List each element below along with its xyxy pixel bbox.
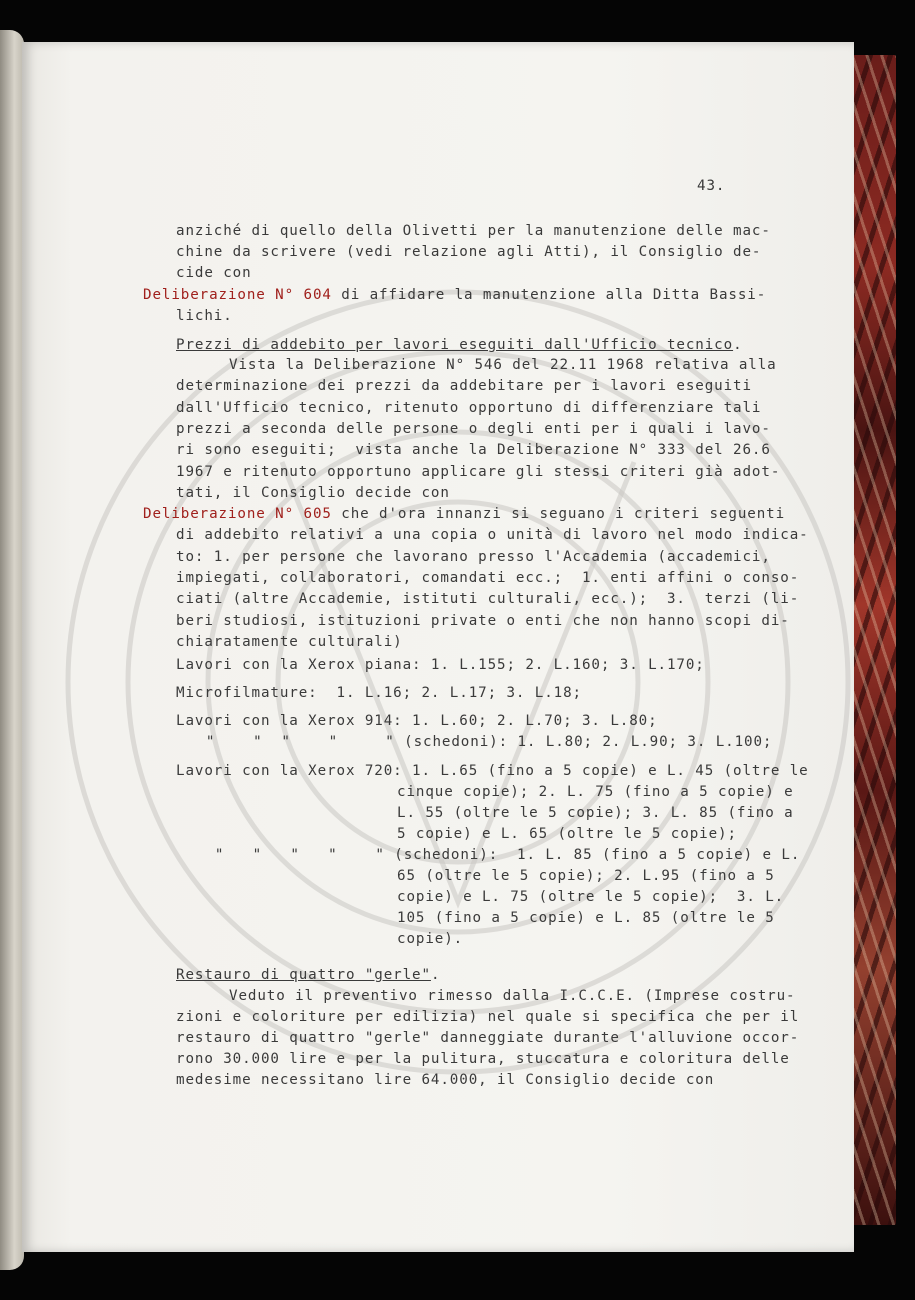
text-line: 1967 e ritenuto opportuno applicare gli stessi criteri già adot- <box>176 464 781 480</box>
text-fragment: che d'ora innanzi si seguano i criteri seguenti <box>331 506 786 522</box>
price-line: copie). <box>397 931 464 947</box>
text-line: tati, il Consiglio decide con <box>176 485 450 501</box>
price-line: Lavori con la Xerox piana: 1. L.155; 2. L.160; 3. L.170; <box>176 657 705 673</box>
text-line: ciati (altre Accademie, istituti culturali, ecc.); 3. terzi (li- <box>176 591 800 607</box>
text-line: lichi. <box>176 308 233 324</box>
text-fragment: . <box>430 967 441 983</box>
price-line: Microfilmature: 1. L.16; 2. L.17; 3. L.18; <box>176 685 582 701</box>
price-line: " " " " " (schedoni): 1. L.80; 2. L.90; 3. L.100; <box>187 734 773 750</box>
deliberation-label: Deliberazione N° 604 <box>143 287 332 303</box>
section-heading <box>176 966 440 984</box>
price-line: 5 copie) e L. 65 (oltre le 5 copie); <box>397 826 737 842</box>
section-heading-text: Restauro di quattro "gerle" <box>176 967 431 983</box>
text-line: impiegati, collaboratori, comandati ecc.; 1. enti affini o conso- <box>176 570 800 586</box>
price-line: 105 (fino a 5 copie) e L. 85 (oltre le 5 <box>397 910 775 926</box>
text-fragment: di affidare la manutenzione alla Ditta Bassi- <box>331 287 767 303</box>
price-line: " " " " " (schedoni): 1. L. 85 (fino a 5 copie) e L. <box>196 847 801 863</box>
text-line <box>143 286 766 304</box>
text-line: chiaratamente culturali) <box>176 634 403 650</box>
deliberation-label: Deliberazione N° 605 <box>143 506 332 522</box>
text-line: chine da scrivere (vedi relazione agli Atti), il Consiglio de- <box>176 244 762 260</box>
price-line: Lavori con la Xerox 914: 1. L.60; 2. L.70; 3. L.80; <box>176 713 658 729</box>
text-line <box>143 505 785 523</box>
text-line: zioni e coloriture per edilizia) nel quale si specifica che per il <box>176 1009 800 1025</box>
price-line: copie) e L. 75 (oltre le 5 copie); 3. L. <box>397 889 785 905</box>
text-fragment: . <box>733 337 743 353</box>
section-heading-text: Prezzi di addebito per lavori eseguiti dall'Ufficio tecnico <box>176 337 734 353</box>
text-line: rono 30.000 lire e per la pulitura, stuccatura e coloritura delle <box>176 1051 790 1067</box>
text-line: anziché di quello della Olivetti per la manutenzione delle mac- <box>176 223 771 239</box>
text-line: ri sono eseguiti; vista anche la Deliberazione N° 333 del 26.6 <box>176 442 771 458</box>
page-number: 43. <box>697 178 726 194</box>
previous-page-edge <box>0 30 24 1270</box>
price-line: Lavori con la Xerox 720: 1. L.65 (fino a 5 copie) e L. 45 (oltre le <box>176 763 809 779</box>
section-heading <box>176 336 743 354</box>
text-line: dall'Ufficio tecnico, ritenuto opportuno di differenziare tali <box>176 400 762 416</box>
text-line: medesime necessitano lire 64.000, il Consiglio decide con <box>176 1072 715 1088</box>
price-line: L. 55 (oltre le 5 copie); 3. L. 85 (fino a <box>397 805 794 821</box>
text-line: to: 1. per persone che lavorano presso l'Accademia (accademici, <box>176 549 771 565</box>
text-line: prezzi a seconda delle persone o degli enti per i quali i lavo- <box>176 421 771 437</box>
text-line: cide con <box>176 265 252 281</box>
text-line: Veduto il preventivo rimesso dalla I.C.C.E. (Imprese costru- <box>229 988 796 1004</box>
marbled-book-edge <box>848 55 896 1225</box>
text-line: determinazione dei prezzi da addebitare per i lavori eseguiti <box>176 378 752 394</box>
text-line: restauro di quattro "gerle" danneggiate durante l'alluvione occor- <box>176 1030 800 1046</box>
price-line: cinque copie); 2. L. 75 (fino a 5 copie) e <box>397 784 794 800</box>
text-line: Vista la Deliberazione N° 546 del 22.11 1968 relativa alla <box>229 357 777 373</box>
price-line: 65 (oltre le 5 copie); 2. L.95 (fino a 5 <box>397 868 775 884</box>
text-line: beri studiosi, istituzioni private o enti che non hanno scopi di- <box>176 613 790 629</box>
text-line: di addebito relativi a una copia o unità di lavoro nel modo indica- <box>176 527 809 543</box>
